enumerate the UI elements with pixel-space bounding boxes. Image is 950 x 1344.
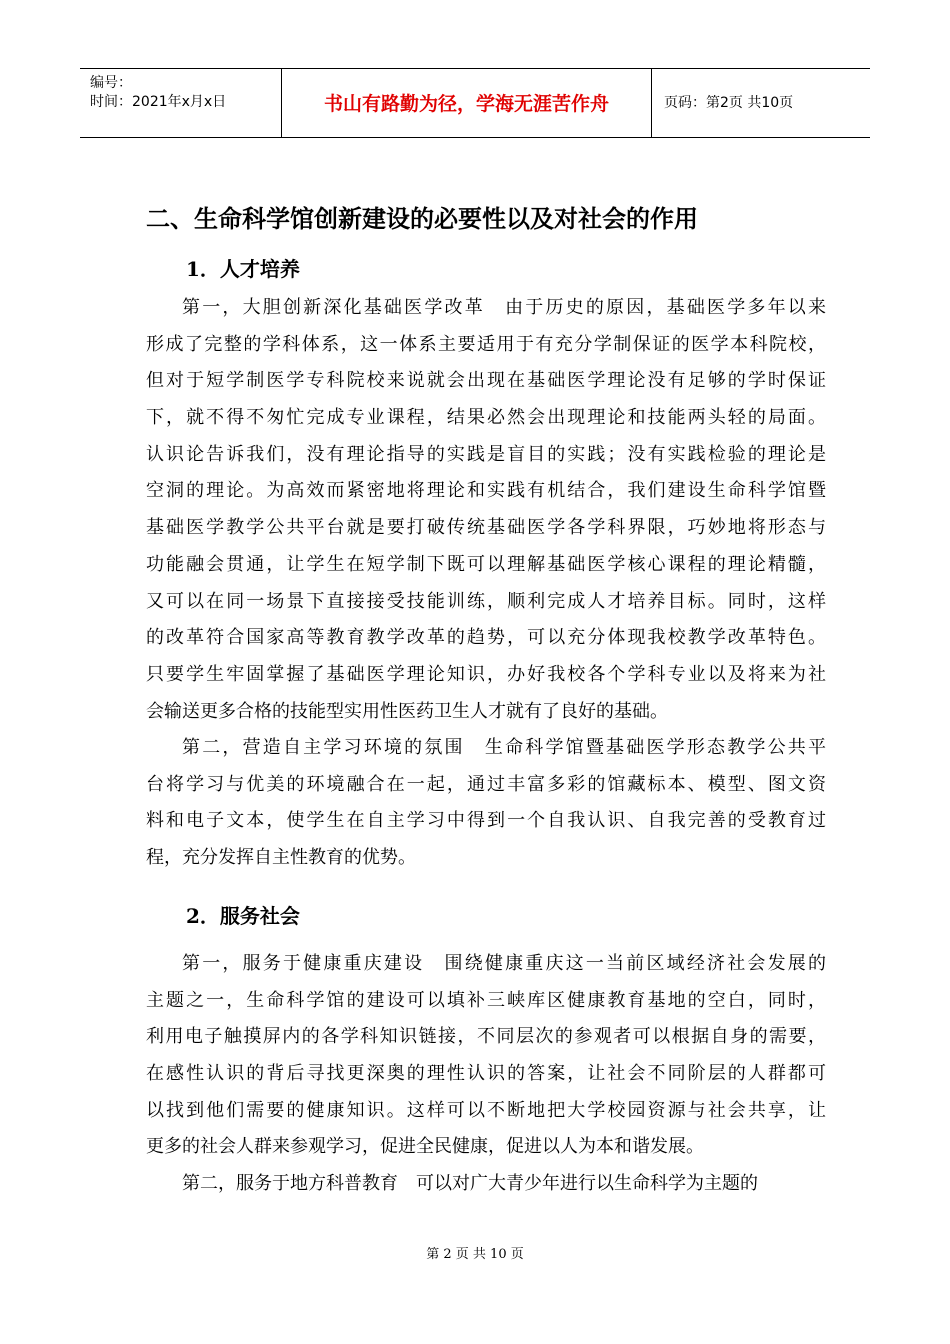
paragraph-line: 下，就不得不匆忙完成专业课程，结果必然会出现理论和技能两头轻的局面。 <box>146 407 826 429</box>
paragraph-line: 利用电子触摸屏内的各学科知识链接，不同层次的参观者可以根据自身的需要， <box>146 1026 826 1048</box>
paragraph-line: 空洞的理论。为高效而紧密地将理论和实践有机结合，我们建设生命科学馆暨 <box>146 480 826 502</box>
header-meta-cell <box>80 69 282 137</box>
section-heading-service: 2．服务社会 <box>186 904 300 928</box>
paragraph-line: 形成了完整的学科体系，这一体系主要适用于有充分学制保证的医学本科院校， <box>146 333 826 355</box>
paragraph-line: 更多的社会人群来参观学习，促进全民健康，促进以人为本和谐发展。 <box>146 1136 704 1158</box>
paragraph-line: 基础医学教学公共平台就是要打破传统基础医学各学科界限，巧妙地将形态与 <box>146 517 826 539</box>
paragraph-health-chongqing <box>146 946 826 1166</box>
paragraph-environment <box>146 730 826 877</box>
motto-text: 书山有路勤为径，学海无涯苦作舟 <box>323 93 609 115</box>
page-info: 页码：第2页 共10页 <box>664 95 794 111</box>
paragraph-line: 主题之一，生命科学馆的建设可以填补三峡库区健康教育基地的空白，同时， <box>146 989 826 1011</box>
page-title: 二、生命科学馆创新建设的必要性以及对社会的作用 <box>146 204 698 233</box>
paragraph-line: 第二，营造自主学习环境的氛围 生命科学馆暨基础医学形态教学公共平 <box>182 737 826 758</box>
code-label: 编号： <box>90 75 132 91</box>
paragraph-line: 认识论告诉我们，没有理论指导的实践是盲目的实践；没有实践检验的理论是 <box>146 443 826 465</box>
paragraph-line: 以找到他们需要的健康知识。这样可以不断地把大学校园资源与社会共享，让 <box>146 1099 826 1121</box>
paragraph-line: 第一，大胆创新深化基础医学改革 由于历史的原因，基础医学多年以来 <box>182 297 826 318</box>
paragraph-line: 料和电子文本，使学生在自主学习中得到一个自我认识、自我完善的受教育过 <box>146 810 826 832</box>
document-header <box>80 68 870 138</box>
paragraph-line: 的改革符合国家高等教育教学改革的趋势，可以充分体现我校教学改革特色。 <box>146 627 826 649</box>
paragraph-line: 在感性认识的背后寻找更深奥的理性认识的答案，让社会不同阶层的人群都可 <box>146 1063 826 1085</box>
paragraph-line: 又可以在同一场景下直接接受技能训练，顺利完成人才培养目标。同时，这样 <box>146 590 826 612</box>
paragraph-science-education <box>146 1166 826 1203</box>
paragraph-line: 台将学习与优美的环境融合在一起，通过丰富多彩的馆藏标本、模型、图文资 <box>146 773 826 795</box>
time-label: 时间：2021年x月x日 <box>90 94 227 110</box>
paragraph-line: 第二，服务于地方科普教育 可以对广大青少年进行以生命科学为主题的 <box>182 1173 758 1194</box>
page-footer: 第 2 页 共 10 页 <box>426 1247 524 1262</box>
paragraph-line: 会输送更多合格的技能型实用性医药卫生人才就有了良好的基础。 <box>146 700 668 722</box>
header-motto-cell <box>282 69 652 137</box>
paragraph-line: 只要学生牢固掌握了基础医学理论知识，办好我校各个学科专业以及将来为社 <box>146 663 826 685</box>
header-page-cell <box>652 69 870 137</box>
paragraph-line: 第一，服务于健康重庆建设 围绕健康重庆这一当前区域经济社会发展的 <box>182 953 826 974</box>
paragraph-line: 功能融会贯通，让学生在短学制下既可以理解基础医学核心课程的理论精髓， <box>146 553 826 575</box>
paragraph-line: 但对于短学制医学专科院校来说就会出现在基础医学理论没有足够的学时保证 <box>146 370 826 392</box>
section-heading-talent: 1．人才培养 <box>186 257 300 281</box>
paragraph-line: 程，充分发挥自主性教育的优势。 <box>146 847 416 869</box>
paragraph-reform <box>146 290 826 730</box>
